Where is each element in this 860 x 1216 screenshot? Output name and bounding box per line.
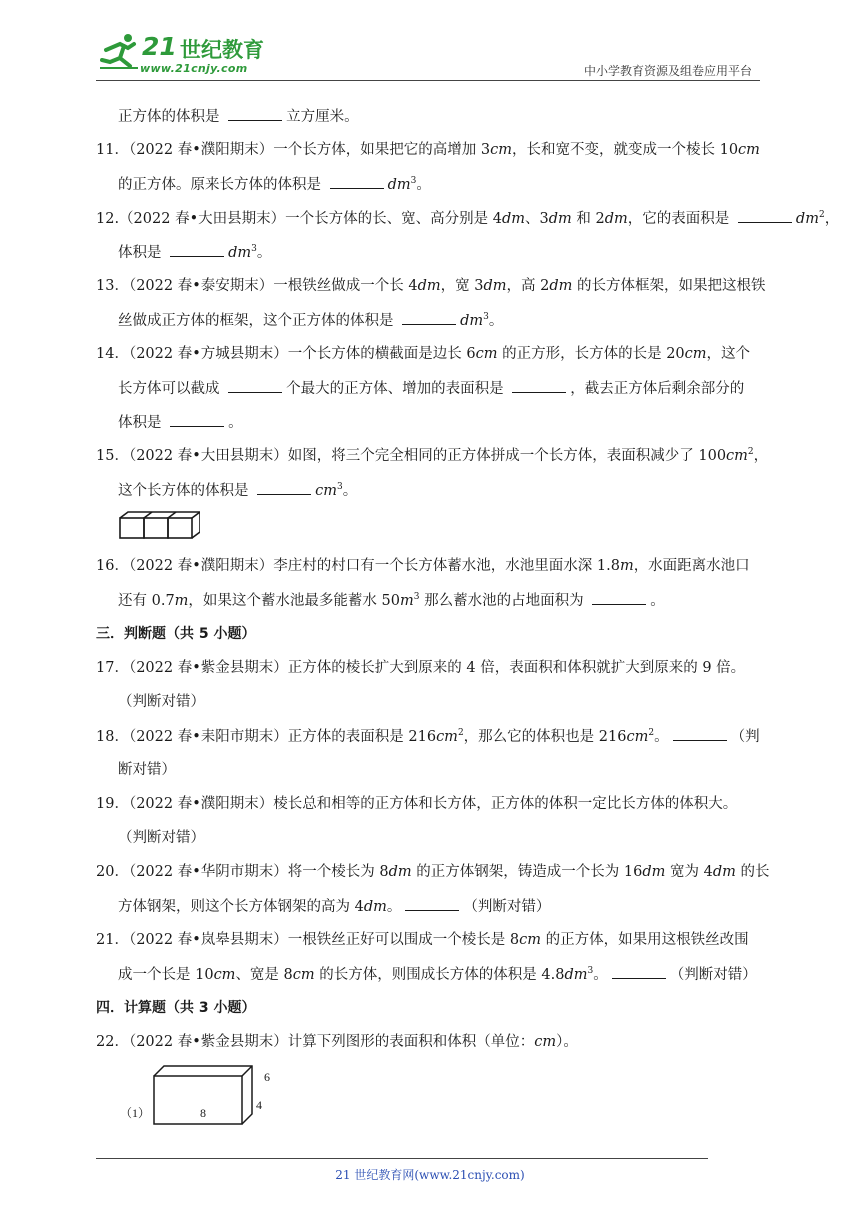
question-11-line-2: 的正方体。原来长方体的体积是 $dm^3$。 bbox=[118, 176, 431, 193]
question-19-line-1: 19．（2022 春•濮阳期末）棱长总和相等的正方体和长方体，正方体的体积一定比长方体的体积大。 bbox=[96, 796, 738, 812]
question-14-line-3: 体积是 。 bbox=[118, 412, 243, 433]
header-divider bbox=[96, 80, 760, 81]
footer-divider bbox=[96, 1158, 708, 1159]
answer-blank[interactable] bbox=[673, 726, 727, 741]
figure-22-label: （1） bbox=[120, 1106, 151, 1120]
site-logo bbox=[96, 28, 276, 78]
question-18-line-1: 18．（2022 春•耒阳市期末）正方体的表面积是 $216cm^2$，那么它的体积也是 $216cm^2$。 （判 bbox=[96, 728, 760, 745]
answer-blank[interactable] bbox=[612, 964, 666, 979]
question-14-line-1: 14．（2022 春•方城县期末）一个长方体的横截面是边长 6cm 的正方形，长方体的长是 20cm，这个 bbox=[96, 346, 751, 362]
answer-blank[interactable] bbox=[228, 378, 282, 393]
cuboid-width-label: 4 bbox=[256, 1098, 262, 1112]
question-15-line-2: 这个长方体的体积是 $cm^3$。 bbox=[118, 482, 358, 499]
question-20-line-2: 方体钢架，则这个长方体钢架的高为 4dm。 （判断对错） bbox=[118, 896, 550, 917]
question-10-continuation: 正方体的体积是 立方厘米。 bbox=[118, 106, 359, 127]
logo-text: 世纪教育 bbox=[180, 38, 264, 62]
question-13-line-1: 13．（2022 春•泰安期末）一根铁丝做成一个长 4dm，宽 3dm，高 2dm 的长方体框架，如果把这根铁 bbox=[96, 278, 766, 294]
answer-blank[interactable] bbox=[257, 480, 311, 495]
question-21-line-1: 21．（2022 春•岚皋县期末）一根铁丝正好可以围成一个棱长是 8cm 的正方体，如果用这根铁丝改围 bbox=[96, 932, 749, 948]
question-14-line-2: 长方体可以截成 个最大的正方体、增加的表面积是 ，截去正方体后剩余部分的 bbox=[118, 378, 744, 399]
logo-number: 21 bbox=[142, 32, 177, 61]
three-cubes-figure bbox=[118, 510, 200, 540]
answer-blank[interactable] bbox=[330, 174, 384, 189]
question-18-line-2: 断对错） bbox=[118, 762, 176, 778]
question-20-line-1: 20．（2022 春•华阴市期末）将一个棱长为 8dm 的正方体钢架，铸造成一个长为 16dm 宽为 4dm 的长 bbox=[96, 864, 770, 880]
page-header bbox=[96, 28, 760, 80]
answer-blank[interactable] bbox=[592, 590, 646, 605]
question-13-line-2: 丝做成正方体的框架，这个正方体的体积是 $dm^3$。 bbox=[118, 312, 504, 329]
question-19-line-2: （判断对错） bbox=[118, 830, 205, 846]
question-16-line-1: 16．（2022 春•濮阳期末）李庄村的村口有一个长方体蓄水池，水池里面水深 1.8m，水面距离水池口 bbox=[96, 558, 750, 574]
question-22-line-1: 22．（2022 春•紫金县期末）计算下列图形的表面积和体积（单位：cm）。 bbox=[96, 1034, 578, 1050]
question-17-line-2: （判断对错） bbox=[118, 694, 205, 710]
answer-blank[interactable] bbox=[738, 208, 792, 223]
header-platform-text: 中小学教育资源及组卷应用平台 bbox=[583, 64, 752, 78]
answer-blank[interactable] bbox=[170, 242, 224, 257]
section-4-heading: 四．计算题（共 3 小题） bbox=[96, 1000, 256, 1016]
logo-url: www.21cnjy.com bbox=[140, 62, 248, 75]
question-16-line-2: 还有 0.7m，如果这个蓄水池最多能蓄水 $50m^3$ 那么蓄水池的占地面积为 。 bbox=[118, 592, 665, 609]
page-footer[interactable]: 21 世纪教育网(www.21cnjy.com) bbox=[335, 1168, 525, 1182]
cuboid-length-label: 8 bbox=[200, 1106, 206, 1120]
question-12-line-1: 12.（2022 春•大田县期末）一个长方体的长、宽、高分别是 4dm、3dm 和 2dm，它的表面积是 $dm^2$， bbox=[96, 210, 840, 227]
question-11-line-1: 11．（2022 春•濮阳期末）一个长方体，如果把它的高增加 3cm，长和宽不变，就变成一个棱长 10cm bbox=[96, 142, 760, 158]
section-3-heading: 三．判断题（共 5 小题） bbox=[96, 626, 256, 642]
answer-blank[interactable] bbox=[228, 106, 282, 121]
answer-blank[interactable] bbox=[402, 310, 456, 325]
runner-logo-icon bbox=[98, 32, 142, 72]
question-21-line-2: 成一个长是 10cm、宽是 8cm 的长方体，则围成长方体的体积是 $4.8dm^3$。 （判断对错） bbox=[118, 966, 757, 983]
question-12-line-2: 体积是 $dm^3$。 bbox=[118, 244, 272, 261]
answer-blank[interactable] bbox=[170, 412, 224, 427]
question-15-line-1: 15．（2022 春•大田县期末）如图，将三个完全相同的正方体拼成一个长方体，表面积减少了 $100cm^2$， bbox=[96, 447, 769, 464]
question-17-line-1: 17．（2022 春•紫金县期末）正方体的棱长扩大到原来的 4 倍，表面积和体积就扩大到原来的 9 倍。 bbox=[96, 660, 746, 676]
cuboid-height-label: 6 bbox=[264, 1070, 270, 1084]
answer-blank[interactable] bbox=[405, 896, 459, 911]
answer-blank[interactable] bbox=[512, 378, 566, 393]
